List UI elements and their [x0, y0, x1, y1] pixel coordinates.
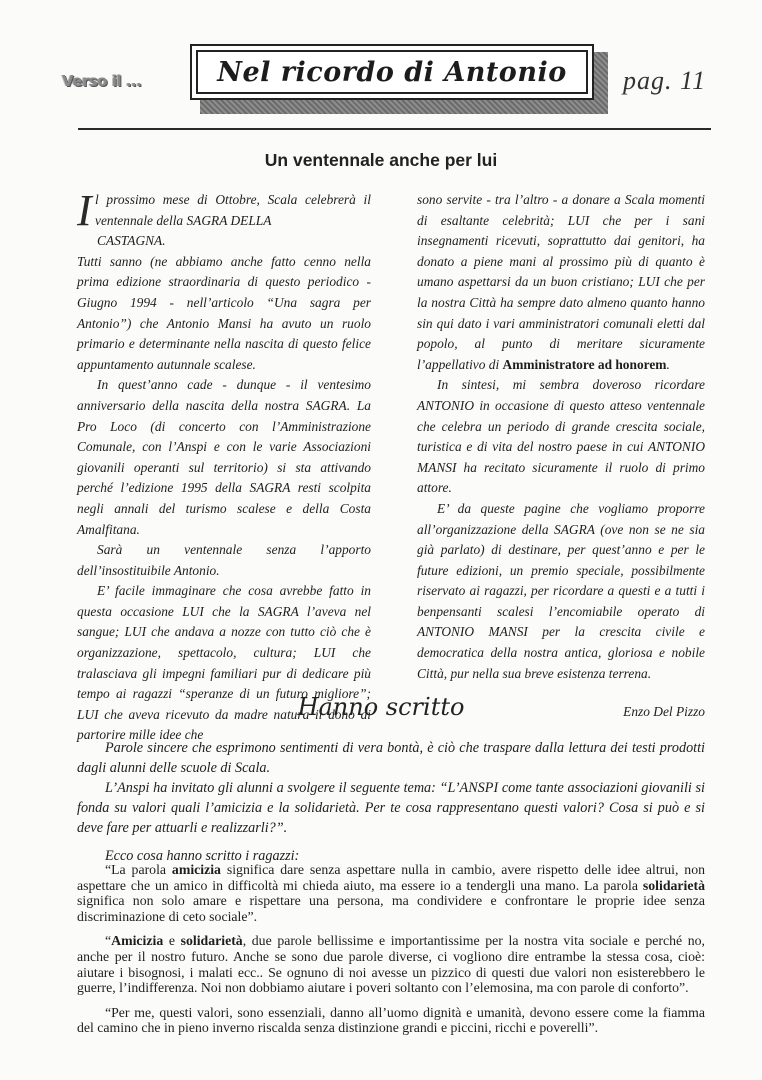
paragraph: CASTAGNA. [97, 233, 166, 249]
title-box [190, 44, 594, 100]
paragraph: In quest’anno cade - dunque - il ventesimo anniversario della nascita della nostra SAGRA. La Pro Loco (di concerto con l’Amministrazione Comunale, con l’Anspi e con le varie Associazioni giovanili operanti sul territorio) si sta attivando perché l’edizione 1995 della SAGRA resti scolpita negli annali del turismo scalese e della Costa Amalfitana. [77, 377, 371, 537]
paragraph: Sarà un ventennale senza l’apporto dell’insostituibile Antonio. [77, 542, 371, 578]
quote-text: “La parola [105, 862, 172, 877]
paragraph [417, 190, 705, 375]
article-column-right [417, 190, 705, 723]
paragraph: E’ da queste pagine che vogliamo proporre all’organizzazione della SAGRA (ove non se ne sia già parlato) di destinare, per quest’anno e per le future edizioni, un premio speciale, possibilmente riservato ai ragazzi, per ricordare a questi e a tutti i benpensanti scalesi l’encomiabile operato di ANTONIO MANSI per la crescita civile e democratica della nostra antica, gloriosa e nobile Città, pur nella sua breve esistenza terrena. [417, 500, 705, 681]
paragraph: Parole sincere che esprimono sentimenti di vera bontà, è ciò che traspare dalla lettura dei testi prodotti dagli alunni delle scuole di Scala. [77, 740, 705, 776]
quote [77, 862, 705, 924]
quote-text: significa dare senza aspettare nulla in cambio, avere rispetto delle idee altrui, non aspettare che un amico in difficoltà mi chieda aiuto, ma essere io a tendergli una mano. La parola [77, 862, 706, 893]
bold-word: amicizia [171, 862, 221, 877]
paragraph-text: sono servite - tra l’altro - a donare a Scala momenti di esaltante celebrità; LUI che per i sani insegnamenti ricevuti, soprattutto dai genitori, ha donato a piene mani al prossimo più di quanto è umano aspettarsi da un buon cristiano; LUI che per la nostra Città ha sempre dato almeno quanto hanno sin qui dato i vari amministratori comunali eletti dal popolo, al punto di meritare sicuramente l’appellativo di [417, 192, 705, 372]
page-number: pag. 11 [623, 66, 707, 95]
quote-text: , due parole bellissime e importantissime per la nostra vita sociale e perché no, anche per il nostro futuro. Anche se sono due parole diverse, ci vogliono dire entrambe la stessa cosa, cioè: aiutare i bisognosi, i malati ecc.. Se ognuno di noi avesse un pizzico di questi due valori non esisterebbero le guerre, l’indifferenza. Noi non dobbiamo aiutare i poveri soltanto con l’elemosina, ma con parole di conforto”. [77, 933, 706, 996]
punctuation: . [666, 356, 670, 372]
paragraph [77, 186, 371, 235]
paragraph: Ecco cosa hanno scritto i ragazzi: [105, 848, 300, 864]
paragraph-text: l prossimo mese di Ottobre, Scala celebrerà il ventennale della SAGRA DELLA [95, 192, 371, 228]
student-quotes [77, 862, 705, 1045]
quote [77, 933, 705, 995]
paragraph: L’Anspi ha invitato gli alunni a svolgere il seguente tema: “L’ANSPI come tante associazioni giovanili si fonda su valori quali l’amicizia e la solidarietà. Per te cosa rappresentano questi valori? Cosa si può e si deve fare per attuarli e realizzarli?”. [77, 780, 705, 836]
article-title: Un ventennale anche per lui [264, 150, 498, 170]
bold-phrase: Amministratore ad honorem [502, 356, 667, 372]
series-label: Verso il ... [62, 72, 142, 90]
page-header [0, 0, 762, 130]
paragraph: Tutti sanno (ne abbiamo anche fatto cenno nella prima edizione straordinaria di questo periodico - Giugno 1994 - nell’articolo “Una sagra per Antonio”) che Antonio Mansi ha avuto un ruolo primario e determinante nella nascita di questo felice appuntamento autunnale scalese. [77, 253, 371, 372]
quote-text: “ [105, 933, 112, 949]
bold-word: solidarietà [642, 877, 705, 893]
bold-word: Amicizia [111, 933, 164, 949]
paragraph: E’ facile immaginare che cosa avrebbe fatto in questa occasione LUI che la SAGRA l’aveva nel sangue; LUI che andava a nozze con tutto ciò che è organizzazione, spettacolo, cultura; LUI che tralasciava gli impegni familiari pur di dedicare più tempo ai ragazzi “speranze di un futuro migliore”; LUI che aveva ricevuto da madre natura il dono di partorire mille idee che [77, 583, 371, 743]
bold-word: solidarietà [180, 933, 243, 949]
author-signature: Enzo Del Pizzo [623, 704, 705, 720]
article-column-left [77, 186, 371, 746]
header-divider [78, 128, 711, 130]
page-header-title: Nel ricordo di Antonio [196, 50, 588, 94]
quote-text: e [163, 933, 181, 949]
paragraph: In sintesi, mi sembra doveroso ricordare ANTONIO in occasione di questo atteso ventennale che celebra un periodo di grande crescita sociale, turistica e di vita del nostro paese in cui ANTONIO MANSI ha recitato sicuramente il ruolo di primo attore. [417, 377, 705, 496]
quote-text: significa non solo amare e rispettare una persona, ma condividere e confrontare le proprie idee senza discriminazione di ceto sociale”. [77, 893, 705, 924]
section-intro [77, 738, 705, 866]
quote: “Per me, questi valori, sono essenziali, danno all’uomo dignità e umanità, devono essere come la fiamma del camino che in pieno inverno riscalda senza distinzione grandi e piccini, ricchi e poverelli”. [77, 1004, 705, 1036]
section-title: Hanno scritto [297, 693, 465, 721]
drop-cap: I [77, 186, 92, 235]
